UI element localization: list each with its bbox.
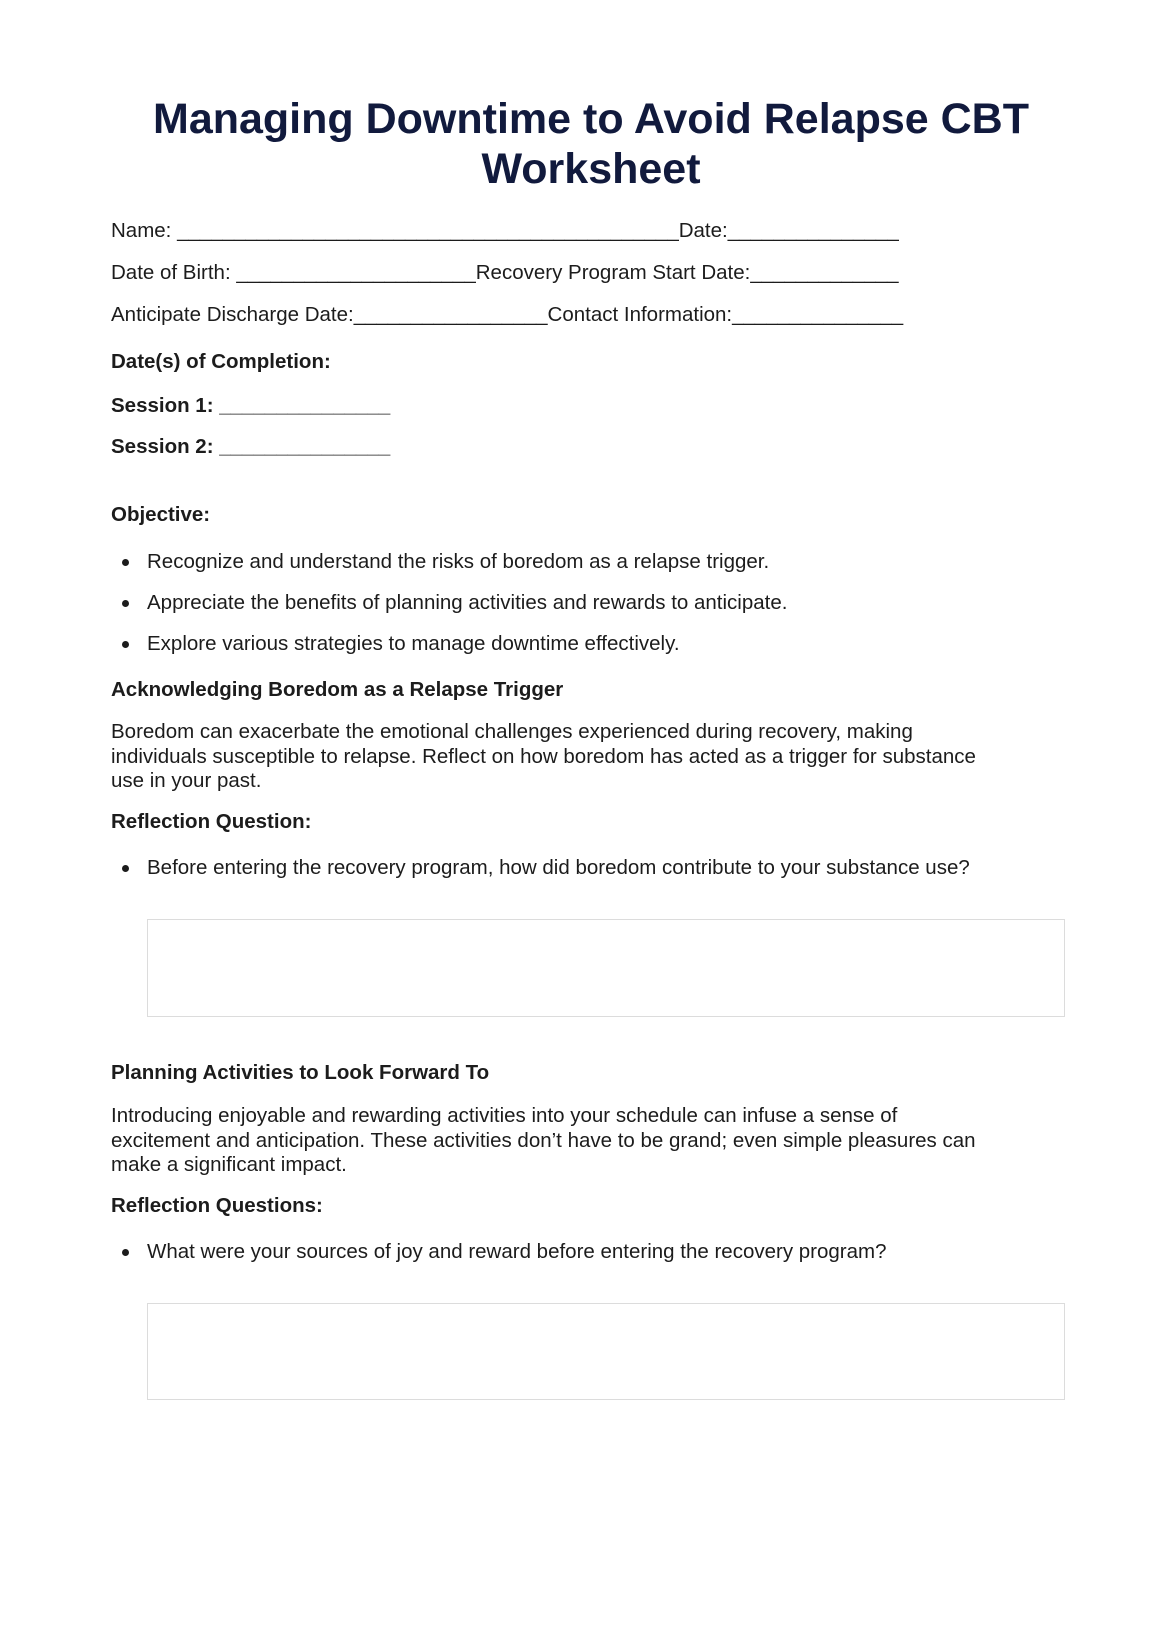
objective-item-text: Recognize and understand the risks of boredom as a relapse trigger. (147, 550, 770, 573)
objective-item-text: Explore various strategies to manage downtime effectively. (147, 632, 680, 655)
paragraph-line: individuals susceptible to relapse. Reflect on how boredom has acted as a trigger for substance (111, 744, 976, 768)
title-line-2: Worksheet (481, 145, 701, 193)
birth-start-date-field-row[interactable]: Date of Birth: _____________________Recovery Program Start Date:_____________ (111, 261, 899, 284)
reflection-questions-heading: Reflection Questions: (111, 1194, 323, 1217)
paragraph-line: excitement and anticipation. These activities don’t have to be grand; even simple pleasures can (111, 1128, 976, 1152)
reflection-question-text: Before entering the recovery program, how did boredom contribute to your substance use? (147, 856, 970, 879)
reflection-question-heading: Reflection Question: (111, 810, 312, 833)
objective-item-text: Appreciate the benefits of planning activities and rewards to anticipate. (147, 591, 788, 614)
section-boredom-paragraph (111, 720, 1071, 794)
session-2-field[interactable]: Session 2: _______________ (111, 435, 391, 458)
paragraph-line: Boredom can exacerbate the emotional challenges experienced during recovery, making (111, 720, 913, 743)
reflection-question-text: What were your sources of joy and reward before entering the recovery program? (147, 1240, 887, 1263)
completion-heading: Date(s) of Completion: (111, 350, 331, 373)
paragraph-line: Introducing enjoyable and rewarding activities into your schedule can infuse a sense of (111, 1104, 898, 1127)
section-planning-heading: Planning Activities to Look Forward To (111, 1061, 490, 1084)
bullet-icon (122, 1249, 129, 1256)
section-planning-paragraph (111, 1104, 1071, 1178)
bullet-icon (122, 641, 129, 648)
session-1-field[interactable]: Session 1: _______________ (111, 394, 391, 417)
objective-heading: Objective: (111, 503, 211, 526)
boredom-answer-box[interactable] (147, 919, 1065, 1017)
title-line-1: Managing Downtime to Avoid Relapse CBT (153, 95, 1029, 143)
reflection-question-item (111, 856, 970, 952)
paragraph-line: use in your past. (111, 769, 262, 792)
section-boredom-heading: Acknowledging Boredom as a Relapse Trigger (111, 678, 564, 701)
reflection-question-item (111, 1240, 887, 1336)
page-title (111, 94, 1071, 194)
discharge-contact-field-row[interactable]: Anticipate Discharge Date:_________________Contact Information:_______________ (111, 303, 904, 326)
bullet-icon (122, 865, 129, 872)
bullet-icon (122, 600, 129, 607)
bullet-icon (122, 559, 129, 566)
name-date-field-row[interactable]: Name: ____________________________________________Date:_______________ (111, 219, 899, 242)
joy-reward-answer-box[interactable] (147, 1303, 1065, 1400)
paragraph-line: make a significant impact. (111, 1153, 347, 1176)
